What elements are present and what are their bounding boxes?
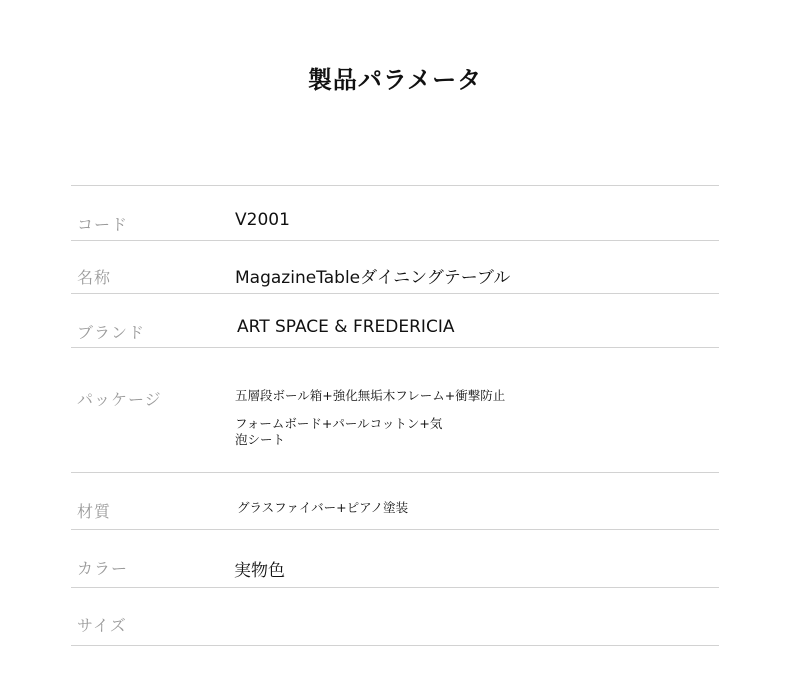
row-value: MagazineTableダイニングテーブル (235, 268, 511, 288)
spec-row-package (71, 348, 719, 473)
package-line: フォームボード+パールコットン+気 (235, 416, 443, 431)
spec-row-material (71, 473, 719, 530)
row-value (235, 388, 505, 448)
spec-row-code (71, 186, 719, 241)
row-value: グラスファイバー+ピアノ塗装 (237, 500, 409, 515)
row-value: V2001 (235, 210, 290, 230)
row-value: 実物色 (234, 561, 285, 581)
row-label: 名称 (77, 268, 112, 287)
row-label: コード (77, 215, 129, 234)
row-label: サイズ (77, 616, 127, 635)
package-line: 五層段ボール箱+強化無垢木フレーム+衝撃防止 (235, 388, 506, 403)
row-label: ブランド (77, 323, 146, 342)
row-label: パッケージ (77, 390, 162, 409)
page-title: 製品パラメータ (307, 66, 483, 94)
spec-row-color (71, 530, 719, 588)
spec-row-brand (71, 294, 719, 348)
package-line: 泡シート (235, 432, 286, 447)
row-label: カラー (77, 559, 129, 578)
row-label: 材質 (77, 502, 112, 521)
spec-row-size (71, 588, 719, 646)
row-value: ART SPACE & FREDERICIA (237, 317, 455, 337)
spec-table (71, 185, 719, 646)
spec-row-name (71, 241, 719, 294)
